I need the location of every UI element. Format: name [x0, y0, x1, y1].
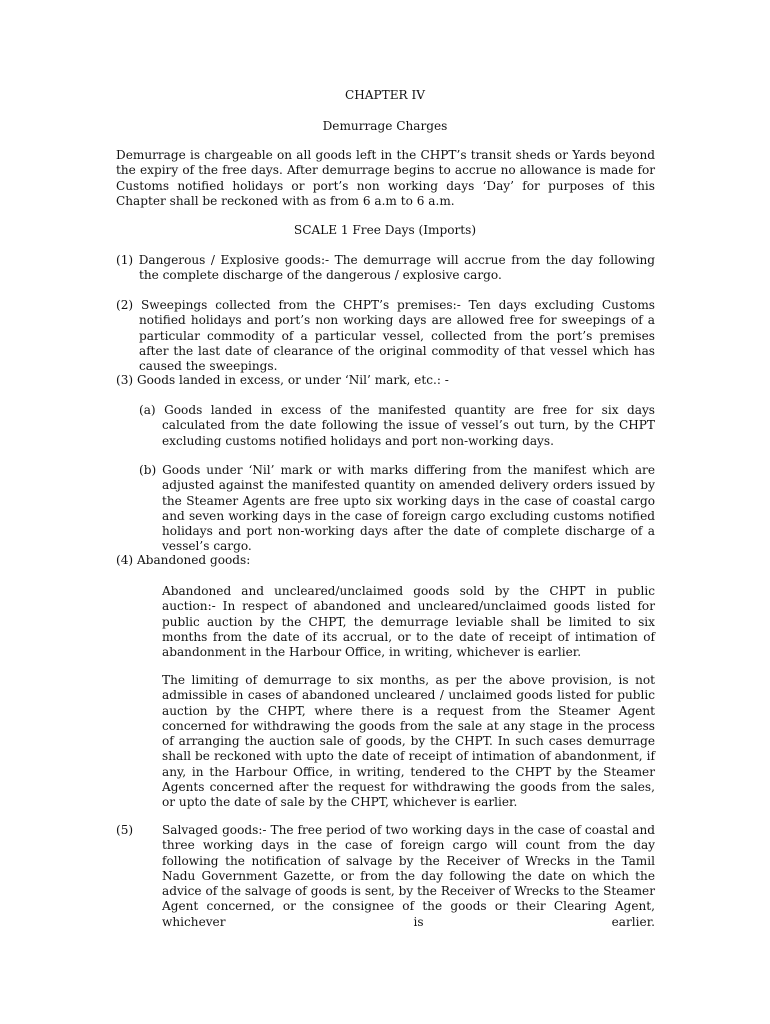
section-title: Demurrage Charges [322, 119, 448, 133]
item-5-salvaged-goods: Salvaged goods:- The free period of two working days in the case of coastal and three working days in the case of foreign cargo will count from the day following the notification of salvage by the Receiver of Wrecks in the Tamil Nadu Government Gazette, or from the day following the date on which the advice of the salvage of goods is sent, by the Receiver of Wrecks to the Steamer Agent concerned, or the consignee of the goods or their Clearing Agent, whichever is earlier. [162, 823, 655, 929]
item-2-sweepings: (2) Sweepings collected from the CHPT’s premises:- Ten days excluding Customs notified holidays and port’s non working days are allowed free for sweepings of a particular commodity of a particular vessel, collected from the port’s premises after the last date of clearance of the original commodity of that vessel which has caused the sweepings. [116, 298, 655, 374]
chapter-title: CHAPTER IV [344, 88, 426, 102]
intro-paragraph: Demurrage is chargeable on all goods left in the CHPT’s transit sheds or Yards beyond the expiry of the free days. After demurrage begins to accrue no allowance is made for Customs notified holidays or port’s non working days ‘Day’ for purposes of this Chapter shall be reckoned with as from 6 a.m to 6 a.m. [116, 148, 655, 208]
item-3b-nil-mark-goods: (b) Goods under ‘Nil’ mark or with marks differing from the manifest which are adjusted against the manifested quantity on amended delivery orders issued by the Steamer Agents are free upto six working days in the case of coastal cargo and seven working days in the case of foreign cargo excluding customs notified holidays and port non-working days after the date of complete discharge of a vessel’s cargo. [139, 463, 655, 554]
item-1-dangerous-goods: (1) Dangerous / Explosive goods:- The demurrage will accrue from the day following the complete discharge of the dangerous / explosive cargo. [116, 253, 655, 283]
item-3-heading: (3) Goods landed in excess, or under ‘Nil’ mark, etc.: - [116, 373, 449, 387]
item-3a-excess-goods: (a) Goods landed in excess of the manifested quantity are free for six days calculated from the date following the issue of vessel’s out turn, by the CHPT excluding customs notified holidays and port non-working days. [139, 403, 655, 448]
scale-heading: SCALE 1 Free Days (Imports) [293, 223, 477, 237]
item-4-heading: (4) Abandoned goods: [116, 553, 251, 567]
item-5-number: (5) [116, 823, 134, 837]
item-4-paragraph-auction: Abandoned and uncleared/unclaimed goods sold by the CHPT in public auction:- In respect of abandoned and uncleared/unclaimed goods listed for public auction by the CHPT, the demurrage leviable shall be limited to six months from the date of its accrual, or to the date of receipt of intimation of abandonment in the Harbour Office, in writing, whichever is earlier. [162, 584, 655, 660]
item-4-paragraph-limiting: The limiting of demurrage to six months, as per the above provision, is not admissible in cases of abandoned uncleared / unclaimed goods listed for public auction by the CHPT, where there is a request from the Steamer Agent concerned for withdrawing the goods from the sale at any stage in the process of arranging the auction sale of goods, by the CHPT. In such cases demurrage shall be reckoned with upto the date of receipt of intimation of abandonment, if any, in the Harbour Office, in writing, tendered to the CHPT by the Steamer Agents concerned after the request for withdrawing the goods from the sales, or upto the date of sale by the CHPT, whichever is earlier. [162, 673, 655, 810]
